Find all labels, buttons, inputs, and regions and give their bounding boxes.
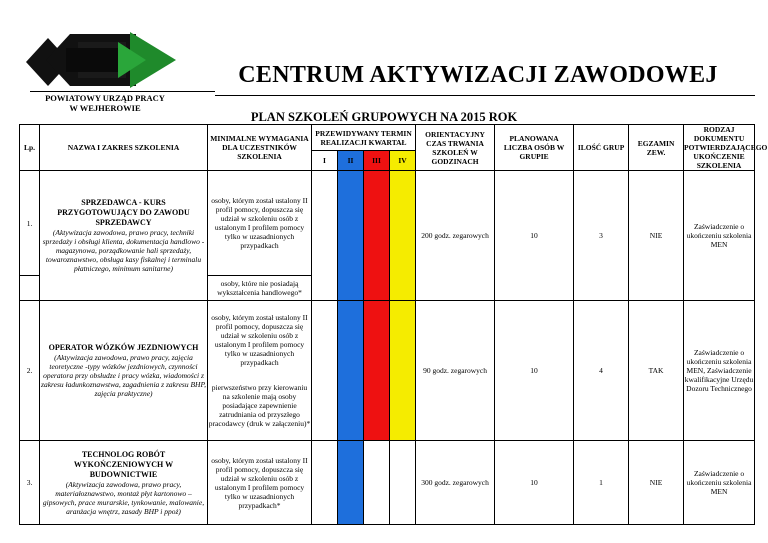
quarter-1-cell bbox=[312, 441, 338, 525]
persons-cell: 10 bbox=[495, 441, 574, 525]
exam-cell: NIE bbox=[629, 441, 684, 525]
row-lp: 1. bbox=[20, 171, 40, 276]
header-quarter-1: I bbox=[312, 151, 338, 171]
course-cell bbox=[40, 441, 208, 525]
header-requirements: MINIMALNE WYMAGANIA DLA UCZESTNIKÓW SZKOLENIA bbox=[208, 125, 312, 171]
quarter-2-cell bbox=[338, 301, 364, 441]
hours-cell: 200 godz. zegarowych bbox=[416, 171, 495, 301]
page-title: CENTRUM AKTYWIZACJI ZAWODOWEJ bbox=[238, 62, 718, 88]
office-underline bbox=[30, 91, 215, 92]
header-persons: PLANOWANA LICZBA OSÓB W GRUPIE bbox=[495, 125, 574, 171]
table-row bbox=[20, 301, 755, 441]
exam-cell: TAK bbox=[629, 301, 684, 441]
quarter-3-cell bbox=[364, 441, 390, 525]
requirement-primary: osoby, którym został ustalony II profil pomocy, dopuszcza się udział w szkoleniu osób z ustalonym I profilem pomocy tylko w uzasadnionych przypadkach bbox=[208, 171, 312, 276]
requirements-cell bbox=[208, 301, 312, 441]
quarter-1-cell bbox=[312, 301, 338, 441]
header-quarter-2: II bbox=[338, 151, 364, 171]
plan-title: PLAN SZKOLEŃ GRUPOWYCH NA 2015 ROK bbox=[250, 110, 518, 124]
hours-cell: 90 godz. zegarowych bbox=[416, 301, 495, 441]
title-underline bbox=[215, 95, 755, 96]
document-cell: Zaświadczenie o ukończeniu szkolenia MEN, Zaświadczenie kwalifikacyjne Urzędu Dozoru Technicznego bbox=[684, 301, 755, 441]
course-title: OPERATOR WÓZKÓW JEZDNIOWYCH bbox=[48, 343, 199, 352]
course-title: TECHNOLOG ROBÓT WYKOŃCZENIOWYCH W BUDOWNICTWIE bbox=[73, 449, 174, 479]
persons-cell: 10 bbox=[495, 171, 574, 301]
exam-cell: NIE bbox=[629, 171, 684, 301]
header-exam: EGZAMIN ZEW. bbox=[629, 125, 684, 171]
header-groups: ILOŚĆ GRUP bbox=[574, 125, 629, 171]
document-cell: Zaświadczenie o ukończeniu szkolenia MEN bbox=[684, 171, 755, 301]
quarter-4-cell bbox=[390, 171, 416, 301]
office-line-2: W WEJHEROWIE bbox=[69, 103, 141, 113]
row-lp: 2. bbox=[20, 301, 40, 441]
requirement-secondary: osoby, które nie posiadają wykształcenia handlowego* bbox=[208, 276, 312, 301]
office-line-1: POWIATOWY URZĄD PRACY bbox=[45, 93, 165, 103]
quarter-4-cell bbox=[390, 441, 416, 525]
requirement-secondary: pierwszeństwo przy kierowaniu na szkolenie mają osoby posiadające zapewnienie zatrudniania od przyszłego pracodawcy (druk w załączeniu)* bbox=[208, 383, 311, 428]
header-term: PRZEWIDYWANY TERMIN REALIZACJI KWARTAŁ bbox=[312, 125, 416, 151]
office-logo bbox=[18, 28, 178, 90]
course-description: (Aktywizacja zawodowa, prawo pracy, materiałoznawstwo, montaż płyt kartonowo – gipsowych, prace murarskie, tynkowanie, malowanie, aranżacja wnętrz, zasady BHP i ppoż) bbox=[42, 479, 205, 516]
requirement-primary: osoby, którym został ustalony II profil pomocy, dopuszcza się udział w szkoleniu osób z ustalonym I profilem pomocy tylko w uzasadnionych przypadkach bbox=[211, 313, 308, 367]
course-description: (Aktywizacja zawodowa, prawo pracy, zajęcia teoretyczne -typy wózków jezdniowych, czynności operatora przy obsłudze i pracy wózka, wiadomości z zakresu ładunkoznawstwa, zagadnienia z zakresu BHP, zajęcia praktyczne) bbox=[41, 353, 206, 398]
quarter-3-cell bbox=[364, 301, 390, 441]
persons-cell: 10 bbox=[495, 301, 574, 441]
header-name: NAZWA I ZAKRES SZKOLENIA bbox=[40, 125, 208, 171]
header-lp: Lp. bbox=[20, 125, 40, 171]
quarter-4-cell bbox=[390, 301, 416, 441]
course-title: SPRZEDAWCA - KURS PRZYGOTOWUJĄCY DO ZAWODU SPRZEDAWCY bbox=[57, 198, 190, 227]
header-document: RODZAJ DOKUMENTU POTWIERDZAJĄCEGO UKOŃCZENIE SZKOLENIA bbox=[684, 125, 768, 170]
quarter-2-cell bbox=[338, 441, 364, 525]
course-cell bbox=[40, 171, 208, 301]
quarter-2-cell bbox=[338, 171, 364, 301]
course-cell bbox=[40, 301, 208, 441]
header-hours: ORIENTACYJNY CZAS TRWANIA SZKOLEŃ W GODZINACH bbox=[416, 125, 495, 171]
row-lp-spacer bbox=[20, 276, 40, 301]
document-cell: Zaświadczenie o ukończeniu szkolenia MEN bbox=[684, 441, 755, 525]
quarter-1-cell bbox=[312, 171, 338, 301]
requirement-primary: osoby, którym został ustalony II profil pomocy, dopuszcza się udział w szkoleniu osób z ustalonym I profilem pomocy tylko w uzasadnionych przypadkach* bbox=[208, 441, 312, 525]
groups-cell: 1 bbox=[574, 441, 629, 525]
header-quarter-3: III bbox=[364, 151, 390, 171]
groups-cell: 4 bbox=[574, 301, 629, 441]
course-description: (Aktywizacja zawodowa, prawo pracy, techniki sprzedaży i obsługi klienta, dokumentacja handlowo - magazynowa, porządkowanie hali sprzedaży, towaroznawstwo, obsługa kasy fiskalnej i terminalu płatniczego, minimum sanitarne) bbox=[42, 228, 205, 273]
training-plan-table bbox=[19, 124, 768, 525]
groups-cell: 3 bbox=[574, 171, 629, 301]
row-lp: 3. bbox=[20, 441, 40, 525]
hours-cell: 300 godz. zegarowych bbox=[416, 441, 495, 525]
header-quarter-4: IV bbox=[390, 151, 416, 171]
table-row bbox=[20, 171, 755, 276]
quarter-3-cell bbox=[364, 171, 390, 301]
table-row bbox=[20, 441, 755, 525]
